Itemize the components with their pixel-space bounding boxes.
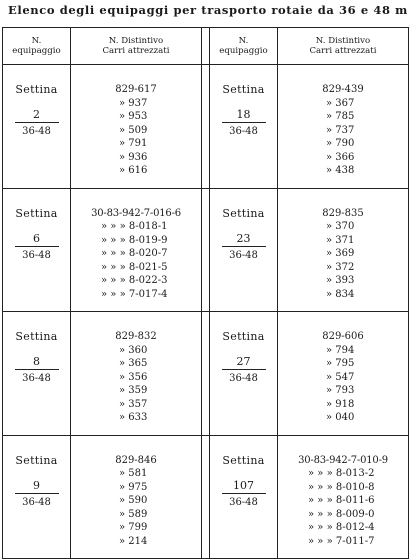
car-item: » » » 7-011-7 [308, 535, 375, 547]
fraction-rule [15, 122, 59, 123]
car-item: » 918 [326, 398, 355, 410]
crew-type: 36-48 [229, 373, 258, 385]
car-item: » 040 [326, 412, 355, 424]
car-item: » » » 7-017-4 [101, 288, 168, 300]
car-item: » 937 [119, 97, 148, 109]
fraction-rule [222, 246, 266, 247]
car-item: » 616 [119, 165, 148, 177]
column-gap [202, 28, 210, 65]
crew-type: 36-48 [22, 496, 51, 508]
header-cars-left: N. Distintivo Carri attrezzati [71, 28, 202, 65]
cars-cell [71, 312, 202, 435]
car-first: 829-439 [322, 84, 364, 96]
car-item: » 581 [119, 468, 148, 480]
crew-table [2, 27, 409, 559]
car-item: » 799 [119, 522, 148, 534]
car-first: 829-846 [115, 454, 157, 466]
crew-type: 36-48 [229, 496, 258, 508]
fraction-rule [222, 369, 266, 370]
car-item: » » » 8-011-6 [308, 495, 375, 507]
car-item: » » » 8-019-9 [101, 234, 168, 246]
cars-cell [71, 188, 202, 311]
table-row [3, 435, 409, 558]
fraction-rule [222, 493, 266, 494]
car-item: » 633 [119, 412, 148, 424]
column-gap [202, 312, 210, 435]
car-item: » 367 [326, 97, 355, 109]
crew-label: Settina [15, 453, 58, 467]
car-item: » 794 [326, 344, 355, 356]
cars-cell [71, 65, 202, 188]
header-row [3, 28, 409, 65]
crew-number: 9 [33, 478, 40, 492]
car-item: » 589 [119, 508, 148, 520]
header-crew-right: N. equipaggio [210, 28, 278, 65]
car-first: 30-83-942-7-010-9 [298, 454, 388, 466]
car-item: » » » 8-010-8 [308, 481, 375, 493]
car-item: » 359 [119, 385, 148, 397]
car-item: » 953 [119, 111, 148, 123]
car-item: » » » 8-020-7 [101, 248, 168, 260]
car-first: 829-606 [322, 331, 364, 343]
fraction-rule [222, 122, 266, 123]
crew-label: Settina [222, 206, 265, 220]
crew-type: 36-48 [229, 126, 258, 138]
car-item: » » » 8-018-1 [101, 221, 168, 233]
car-item: » 936 [119, 151, 148, 163]
header-crew-left: N. equipaggio [3, 28, 71, 65]
crew-label: Settina [222, 330, 265, 344]
cars-cell [71, 435, 202, 558]
crew-cell [3, 65, 71, 188]
car-item: » 547 [326, 371, 355, 383]
header-cars-right: N. Distintivo Carri attrezzati [278, 28, 409, 65]
fraction-rule [15, 369, 59, 370]
crew-type: 36-48 [22, 249, 51, 261]
car-item: » 438 [326, 165, 355, 177]
crew-type: 36-48 [22, 126, 51, 138]
car-item: » 372 [326, 261, 355, 273]
car-item: » 793 [326, 385, 355, 397]
car-item: » 393 [326, 275, 355, 287]
crew-number: 107 [233, 478, 254, 492]
cars-cell [278, 188, 409, 311]
car-item: » 356 [119, 371, 148, 383]
car-item: » 795 [326, 358, 355, 370]
crew-type: 36-48 [229, 249, 258, 261]
car-item: » 590 [119, 495, 148, 507]
car-item: » 834 [326, 288, 355, 300]
car-item: » 365 [119, 358, 148, 370]
column-gap [202, 188, 210, 311]
crew-number: 18 [236, 108, 251, 122]
car-item: » 371 [326, 234, 355, 246]
crew-type: 36-48 [22, 373, 51, 385]
car-first: 829-835 [322, 207, 364, 219]
car-item: » 509 [119, 124, 148, 136]
column-gap [202, 65, 210, 188]
crew-cell [210, 65, 278, 188]
crew-label: Settina [222, 83, 265, 97]
car-item: » » » 8-009-0 [308, 508, 375, 520]
car-item: » 360 [119, 344, 148, 356]
crew-label: Settina [15, 330, 58, 344]
fraction-rule [15, 493, 59, 494]
crew-label: Settina [222, 453, 265, 467]
crew-cell [3, 188, 71, 311]
crew-cell [210, 188, 278, 311]
crew-cell [3, 435, 71, 558]
table-row [3, 312, 409, 435]
crew-cell [3, 312, 71, 435]
cars-cell [278, 65, 409, 188]
car-first: 30-83-942-7-016-6 [91, 207, 181, 219]
column-gap [202, 435, 210, 558]
car-item: » » » 8-012-4 [308, 522, 375, 534]
car-first: 829-832 [115, 331, 157, 343]
crew-cell [210, 312, 278, 435]
car-item: » 214 [119, 535, 148, 547]
cars-cell [278, 435, 409, 558]
crew-cell [210, 435, 278, 558]
car-item: » 737 [326, 124, 355, 136]
table-row [3, 65, 409, 188]
crew-number: 6 [33, 231, 40, 245]
crew-label: Settina [15, 206, 58, 220]
car-item: » » » 8-013-2 [308, 468, 375, 480]
car-item: » » » 8-022-3 [101, 275, 168, 287]
crew-number: 2 [33, 108, 40, 122]
crew-number: 8 [33, 355, 40, 369]
car-item: » 785 [326, 111, 355, 123]
car-item: » 366 [326, 151, 355, 163]
car-item: » 975 [119, 481, 148, 493]
car-item: » 369 [326, 248, 355, 260]
car-item: » 791 [119, 138, 148, 150]
car-item: » » » 8-021-5 [101, 261, 168, 273]
crew-number: 27 [236, 355, 251, 369]
car-first: 829-617 [115, 84, 157, 96]
crew-number: 23 [236, 231, 251, 245]
car-item: » 357 [119, 398, 148, 410]
document-title: Elenco degli equipaggi per trasporto rotaie da 36 e 48 m [8, 3, 408, 17]
fraction-rule [15, 246, 59, 247]
car-item: » 790 [326, 138, 355, 150]
table-row [3, 188, 409, 311]
crew-label: Settina [15, 83, 58, 97]
cars-cell [278, 312, 409, 435]
car-item: » 370 [326, 221, 355, 233]
